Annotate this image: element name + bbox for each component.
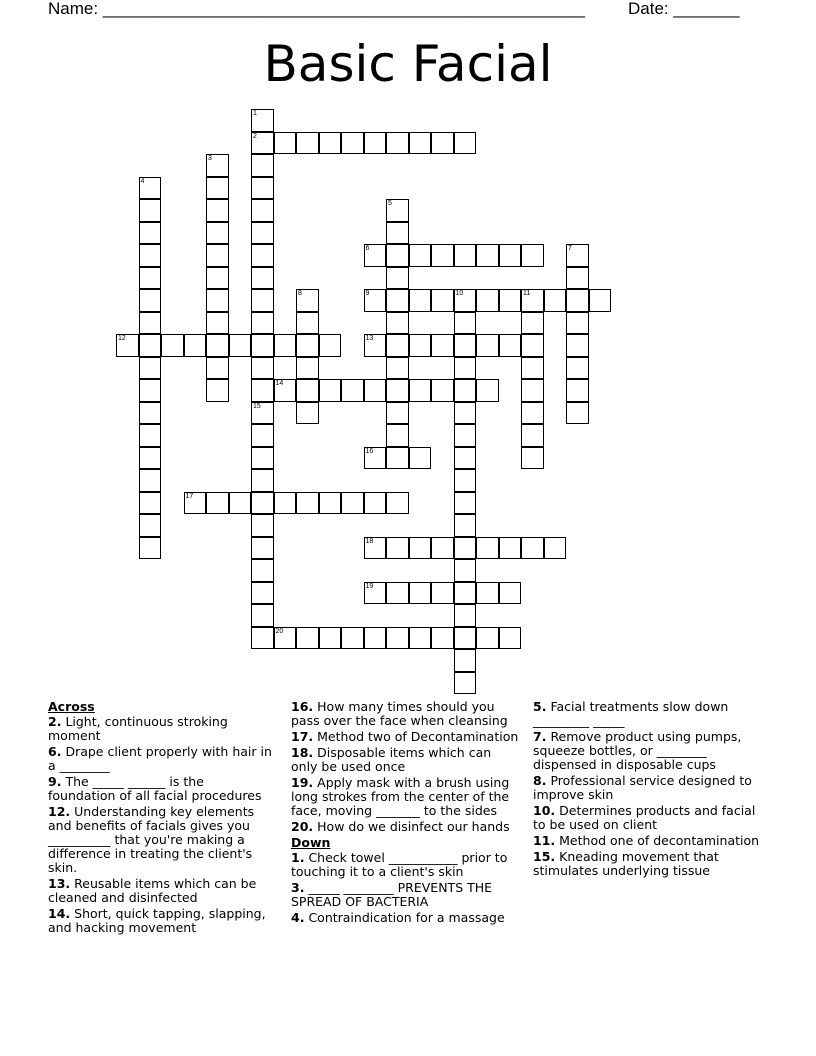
grid-cell[interactable] bbox=[251, 357, 274, 380]
grid-cell[interactable] bbox=[139, 334, 162, 357]
grid-cell[interactable] bbox=[364, 627, 387, 650]
clue-down-7 bbox=[533, 730, 763, 772]
clue-across-19 bbox=[291, 776, 519, 818]
grid-cell[interactable] bbox=[409, 334, 432, 357]
clue-number-label: 13 bbox=[365, 335, 374, 342]
clue-number: 1. bbox=[291, 850, 305, 865]
grid-cell[interactable] bbox=[386, 379, 409, 402]
grid-cell[interactable] bbox=[296, 402, 319, 425]
grid-cell[interactable] bbox=[521, 289, 544, 312]
grid-cell[interactable] bbox=[139, 424, 162, 447]
clue-text: The _____ ______ is the foundation of all facial procedures bbox=[48, 774, 262, 803]
clue-number: 9. bbox=[48, 774, 62, 789]
grid-cell[interactable] bbox=[296, 132, 319, 155]
grid-cell[interactable] bbox=[386, 244, 409, 267]
clues-section bbox=[0, 700, 816, 1000]
grid-cell[interactable] bbox=[206, 492, 229, 515]
clue-text: Remove product using pumps, squeeze bottles, or ________ dispensed in disposable cups bbox=[533, 729, 742, 772]
grid-cell[interactable] bbox=[251, 537, 274, 560]
grid-cell[interactable] bbox=[206, 289, 229, 312]
clue-number: 4. bbox=[291, 910, 305, 925]
clue-down-1 bbox=[291, 851, 519, 879]
grid-cell[interactable] bbox=[386, 132, 409, 155]
grid-cell[interactable] bbox=[454, 514, 477, 537]
grid-cell[interactable] bbox=[139, 312, 162, 335]
grid-cell[interactable] bbox=[499, 244, 522, 267]
grid-cell[interactable] bbox=[251, 289, 274, 312]
grid-cell[interactable] bbox=[274, 132, 297, 155]
grid-cell[interactable] bbox=[139, 379, 162, 402]
grid-cell[interactable] bbox=[454, 132, 477, 155]
clue-number: 20. bbox=[291, 819, 314, 834]
clue-number: 13. bbox=[48, 876, 71, 891]
grid-cell[interactable] bbox=[139, 469, 162, 492]
grid-cell[interactable] bbox=[386, 424, 409, 447]
grid-cell[interactable] bbox=[566, 357, 589, 380]
date-field-line[interactable]: Date: _______ bbox=[628, 0, 740, 18]
grid-cell[interactable] bbox=[499, 334, 522, 357]
grid-cell[interactable] bbox=[251, 154, 274, 177]
clues-column-2 bbox=[291, 700, 519, 927]
grid-cell[interactable] bbox=[229, 492, 252, 515]
clue-across-12 bbox=[48, 805, 274, 875]
grid-cell[interactable] bbox=[521, 357, 544, 380]
grid-cell[interactable] bbox=[454, 672, 477, 695]
grid-cell[interactable] bbox=[139, 177, 162, 200]
grid-cell[interactable] bbox=[251, 627, 274, 650]
grid-cell[interactable] bbox=[454, 244, 477, 267]
grid-cell[interactable] bbox=[476, 244, 499, 267]
grid-cell[interactable] bbox=[251, 492, 274, 515]
clue-text: How many times should you pass over the face when cleansing bbox=[291, 699, 508, 728]
clue-number-label: 19 bbox=[365, 582, 374, 590]
clue-number: 16. bbox=[291, 699, 314, 714]
grid-cell[interactable] bbox=[409, 379, 432, 402]
clue-number: 5. bbox=[533, 699, 547, 714]
grid-cell[interactable] bbox=[341, 132, 364, 155]
grid-cell[interactable] bbox=[544, 537, 567, 560]
clue-number-label: 2 bbox=[253, 132, 257, 140]
grid-cell[interactable] bbox=[431, 132, 454, 155]
clue-number-label: 6 bbox=[365, 245, 370, 252]
grid-cell[interactable] bbox=[499, 582, 522, 605]
grid-cell[interactable] bbox=[431, 289, 454, 312]
clue-number-label: 7 bbox=[568, 245, 572, 252]
grid-cell[interactable] bbox=[454, 312, 477, 335]
clue-number-label: 4 bbox=[140, 177, 145, 185]
grid-cell[interactable] bbox=[274, 492, 297, 515]
grid-cell[interactable] bbox=[364, 379, 387, 402]
grid-cell[interactable] bbox=[251, 514, 274, 537]
grid-cell[interactable] bbox=[251, 379, 274, 402]
clue-down-11 bbox=[533, 834, 763, 848]
clue-text: Determines products and facial to be used on client bbox=[533, 803, 756, 832]
grid-cell[interactable] bbox=[274, 627, 297, 650]
grid-cell[interactable] bbox=[251, 604, 274, 627]
clue-number: 19. bbox=[291, 775, 314, 790]
grid-cell[interactable] bbox=[409, 537, 432, 560]
grid-cell[interactable] bbox=[386, 537, 409, 560]
clue-number-label: 14 bbox=[275, 380, 284, 387]
grid-cell[interactable] bbox=[476, 627, 499, 650]
clue-across-18 bbox=[291, 746, 519, 774]
clue-text: Facial treatments slow down _________ _____ bbox=[533, 699, 729, 728]
grid-cell[interactable] bbox=[251, 447, 274, 470]
grid-cell[interactable] bbox=[184, 334, 207, 357]
grid-cell[interactable] bbox=[251, 244, 274, 267]
grid-cell[interactable] bbox=[431, 379, 454, 402]
grid-cell[interactable] bbox=[251, 334, 274, 357]
grid-cell[interactable] bbox=[521, 402, 544, 425]
grid-cell[interactable] bbox=[206, 334, 229, 357]
clue-across-16 bbox=[291, 700, 519, 728]
clue-across-14 bbox=[48, 907, 274, 935]
grid-cell[interactable] bbox=[521, 312, 544, 335]
grid-cell[interactable] bbox=[454, 604, 477, 627]
grid-cell[interactable] bbox=[386, 627, 409, 650]
clue-text: Method one of decontamination bbox=[559, 833, 760, 848]
grid-cell[interactable] bbox=[319, 132, 342, 155]
clue-number-label: 10 bbox=[455, 290, 464, 297]
grid-cell[interactable] bbox=[296, 334, 319, 357]
grid-cell[interactable] bbox=[476, 537, 499, 560]
clue-number: 8. bbox=[533, 773, 547, 788]
clue-across-2 bbox=[48, 715, 274, 743]
grid-cell[interactable] bbox=[139, 514, 162, 537]
grid-cell[interactable] bbox=[386, 267, 409, 290]
grid-cell[interactable] bbox=[476, 379, 499, 402]
clue-text: Disposable items which can only be used once bbox=[291, 745, 492, 774]
clue-text: Short, quick tapping, slapping, and hacking movement bbox=[48, 906, 266, 935]
grid-cell[interactable] bbox=[251, 312, 274, 335]
clue-number-label: 17 bbox=[185, 492, 194, 500]
grid-cell[interactable] bbox=[386, 402, 409, 425]
grid-cell[interactable] bbox=[454, 537, 477, 560]
grid-cell[interactable] bbox=[296, 492, 319, 515]
grid-cell[interactable] bbox=[341, 627, 364, 650]
grid-cell[interactable] bbox=[566, 267, 589, 290]
grid-cell[interactable] bbox=[476, 334, 499, 357]
grid-cell[interactable] bbox=[386, 582, 409, 605]
grid-cell[interactable] bbox=[454, 469, 477, 492]
clue-text: Check towel ___________ prior to touching it to a client's skin bbox=[291, 850, 508, 879]
grid-cell[interactable] bbox=[319, 379, 342, 402]
clue-number-label: 12 bbox=[118, 335, 126, 342]
clue-number-label: 8 bbox=[298, 290, 302, 297]
grid-cell[interactable] bbox=[364, 334, 387, 357]
grid-cell[interactable] bbox=[386, 357, 409, 380]
grid-cell[interactable] bbox=[206, 267, 229, 290]
grid-cell[interactable] bbox=[454, 447, 477, 470]
clue-text: Understanding key elements and benefits of facials gives you __________ that you're making a difference in treating the client's skin. bbox=[48, 804, 255, 875]
clue-down-15 bbox=[533, 850, 763, 878]
grid-cell[interactable] bbox=[206, 379, 229, 402]
grid-cell[interactable] bbox=[386, 334, 409, 357]
grid-cell[interactable] bbox=[454, 559, 477, 582]
grid-cell[interactable] bbox=[364, 447, 387, 470]
clue-across-13 bbox=[48, 877, 274, 905]
grid-cell[interactable] bbox=[139, 244, 162, 267]
grid-cell[interactable] bbox=[251, 199, 274, 222]
grid-cell[interactable] bbox=[499, 627, 522, 650]
grid-cell[interactable] bbox=[206, 244, 229, 267]
grid-cell[interactable] bbox=[521, 537, 544, 560]
grid-cell[interactable] bbox=[521, 379, 544, 402]
grid-cell[interactable] bbox=[296, 357, 319, 380]
clue-number: 11. bbox=[533, 833, 556, 848]
grid-cell[interactable] bbox=[521, 334, 544, 357]
grid-cell[interactable] bbox=[274, 334, 297, 357]
grid-cell[interactable] bbox=[161, 334, 184, 357]
grid-cell[interactable] bbox=[364, 492, 387, 515]
grid-cell[interactable] bbox=[251, 469, 274, 492]
grid-cell[interactable] bbox=[206, 177, 229, 200]
grid-cell[interactable] bbox=[454, 424, 477, 447]
grid-cell[interactable] bbox=[364, 537, 387, 560]
grid-cell[interactable] bbox=[251, 177, 274, 200]
clue-across-9 bbox=[48, 775, 274, 803]
clue-across-17 bbox=[291, 730, 519, 744]
grid-cell[interactable] bbox=[566, 289, 589, 312]
grid-cell[interactable] bbox=[431, 537, 454, 560]
clue-number-label: 1 bbox=[253, 110, 257, 117]
grid-cell[interactable] bbox=[454, 582, 477, 605]
grid-cell[interactable] bbox=[364, 289, 387, 312]
grid-cell[interactable] bbox=[251, 582, 274, 605]
grid-cell[interactable] bbox=[139, 357, 162, 380]
grid-cell[interactable] bbox=[409, 289, 432, 312]
clue-down-3 bbox=[291, 881, 519, 909]
grid-cell[interactable] bbox=[386, 312, 409, 335]
grid-cell[interactable] bbox=[409, 447, 432, 470]
clue-down-8 bbox=[533, 774, 763, 802]
grid-cell[interactable] bbox=[409, 627, 432, 650]
grid-cell[interactable] bbox=[454, 627, 477, 650]
grid-cell[interactable] bbox=[139, 222, 162, 245]
clues-column-3 bbox=[533, 700, 763, 880]
grid-cell[interactable] bbox=[566, 402, 589, 425]
clue-number-label: 15 bbox=[253, 402, 261, 410]
grid-cell[interactable] bbox=[431, 582, 454, 605]
grid-cell[interactable] bbox=[386, 492, 409, 515]
grid-cell[interactable] bbox=[454, 492, 477, 515]
grid-cell[interactable] bbox=[296, 379, 319, 402]
grid-cell[interactable] bbox=[229, 334, 252, 357]
grid-cell[interactable] bbox=[566, 379, 589, 402]
grid-cell[interactable] bbox=[319, 492, 342, 515]
clue-number-label: 11 bbox=[523, 290, 531, 297]
grid-cell[interactable] bbox=[319, 334, 342, 357]
clue-number: 3. bbox=[291, 880, 305, 895]
grid-cell[interactable] bbox=[251, 559, 274, 582]
grid-cell[interactable] bbox=[454, 379, 477, 402]
grid-cell[interactable] bbox=[454, 402, 477, 425]
page-title: Basic Facial bbox=[263, 35, 553, 93]
clue-number-label: 20 bbox=[275, 627, 284, 635]
grid-cell[interactable] bbox=[521, 424, 544, 447]
clue-number: 7. bbox=[533, 729, 547, 744]
grid-cell[interactable] bbox=[454, 357, 477, 380]
clue-number: 18. bbox=[291, 745, 314, 760]
grid-cell[interactable] bbox=[476, 289, 499, 312]
across-heading: Across bbox=[48, 699, 95, 714]
grid-cell[interactable] bbox=[341, 492, 364, 515]
down-heading: Down bbox=[291, 835, 331, 850]
grid-cell[interactable] bbox=[341, 379, 364, 402]
grid-cell[interactable] bbox=[454, 649, 477, 672]
clue-across-6 bbox=[48, 745, 274, 773]
grid-cell[interactable] bbox=[521, 244, 544, 267]
grid-cell[interactable] bbox=[409, 582, 432, 605]
clues-column-1 bbox=[48, 700, 274, 937]
clue-number: 2. bbox=[48, 714, 62, 729]
grid-cell[interactable] bbox=[544, 289, 567, 312]
grid-cell[interactable] bbox=[364, 244, 387, 267]
grid-cell[interactable] bbox=[589, 289, 612, 312]
grid-cell[interactable] bbox=[274, 379, 297, 402]
clue-number-label: 3 bbox=[208, 155, 212, 162]
grid-cell[interactable] bbox=[409, 132, 432, 155]
clue-text: Reusable items which can be cleaned and disinfected bbox=[48, 876, 257, 905]
grid-cell[interactable] bbox=[296, 627, 319, 650]
grid-cell[interactable] bbox=[139, 289, 162, 312]
grid-cell[interactable] bbox=[521, 447, 544, 470]
clue-text: _____ ________ PREVENTS THE SPREAD OF BACTERIA bbox=[291, 880, 493, 909]
clue-across-20 bbox=[291, 820, 519, 834]
grid-cell[interactable] bbox=[251, 132, 274, 155]
grid-cell[interactable] bbox=[454, 334, 477, 357]
grid-cell[interactable] bbox=[364, 132, 387, 155]
clue-number-label: 18 bbox=[365, 537, 374, 545]
grid-cell[interactable] bbox=[206, 199, 229, 222]
grid-cell[interactable] bbox=[251, 109, 274, 132]
grid-cell[interactable] bbox=[251, 222, 274, 245]
grid-cell[interactable] bbox=[251, 267, 274, 290]
clue-number: 6. bbox=[48, 744, 62, 759]
grid-cell[interactable] bbox=[116, 334, 139, 357]
grid-cell[interactable] bbox=[364, 582, 387, 605]
clue-text: Contraindication for a massage bbox=[308, 910, 505, 925]
grid-cell[interactable] bbox=[476, 582, 499, 605]
grid-cell[interactable] bbox=[206, 357, 229, 380]
grid-cell[interactable] bbox=[251, 424, 274, 447]
clue-text: Professional service designed to improve skin bbox=[533, 773, 752, 802]
clue-down-5 bbox=[533, 700, 763, 728]
clue-text: How do we disinfect our hands bbox=[317, 819, 510, 834]
clue-number: 17. bbox=[291, 729, 314, 744]
clue-text: Method two of Decontamination bbox=[317, 729, 519, 744]
grid-cell[interactable] bbox=[566, 312, 589, 335]
grid-cell[interactable] bbox=[386, 447, 409, 470]
clue-number-label: 5 bbox=[388, 200, 392, 207]
grid-cell[interactable] bbox=[386, 199, 409, 222]
grid-cell[interactable] bbox=[319, 627, 342, 650]
name-field-line[interactable]: Name: ___________________________________________________ bbox=[48, 0, 585, 18]
grid-cell[interactable] bbox=[296, 312, 319, 335]
clue-text: Apply mask with a brush using long strokes from the center of the face, moving _______ to the sides bbox=[291, 775, 510, 818]
grid-cell[interactable] bbox=[386, 222, 409, 245]
grid-cell[interactable] bbox=[139, 199, 162, 222]
grid-cell[interactable] bbox=[139, 537, 162, 560]
grid-cell[interactable] bbox=[296, 289, 319, 312]
grid-cell[interactable] bbox=[499, 289, 522, 312]
grid-cell[interactable] bbox=[386, 289, 409, 312]
grid-cell[interactable] bbox=[184, 492, 207, 515]
clue-down-10 bbox=[533, 804, 763, 832]
clue-number: 12. bbox=[48, 804, 71, 819]
grid-cell[interactable] bbox=[431, 334, 454, 357]
grid-cell[interactable] bbox=[139, 267, 162, 290]
grid-cell[interactable] bbox=[206, 312, 229, 335]
grid-cell[interactable] bbox=[431, 244, 454, 267]
clue-text: Light, continuous stroking moment bbox=[48, 714, 228, 743]
grid-cell[interactable] bbox=[139, 447, 162, 470]
grid-cell[interactable] bbox=[409, 244, 432, 267]
clue-number: 14. bbox=[48, 906, 71, 921]
grid-cell[interactable] bbox=[566, 334, 589, 357]
grid-cell[interactable] bbox=[206, 154, 229, 177]
grid-cell[interactable] bbox=[139, 402, 162, 425]
clue-number-label: 16 bbox=[365, 447, 374, 455]
grid-cell[interactable] bbox=[206, 222, 229, 245]
clue-number: 10. bbox=[533, 803, 556, 818]
clue-down-4 bbox=[291, 911, 519, 925]
grid-cell[interactable] bbox=[454, 289, 477, 312]
clue-number-label: 9 bbox=[365, 290, 370, 297]
clue-number: 15. bbox=[533, 849, 556, 864]
grid-cell[interactable] bbox=[251, 402, 274, 425]
grid-cell[interactable] bbox=[431, 627, 454, 650]
clue-text: Kneading movement that stimulates underlying tissue bbox=[533, 849, 719, 878]
grid-cell[interactable] bbox=[499, 537, 522, 560]
grid-cell[interactable] bbox=[566, 244, 589, 267]
grid-cell[interactable] bbox=[139, 492, 162, 515]
clue-text: Drape client properly with hair in a ________ bbox=[48, 744, 272, 773]
